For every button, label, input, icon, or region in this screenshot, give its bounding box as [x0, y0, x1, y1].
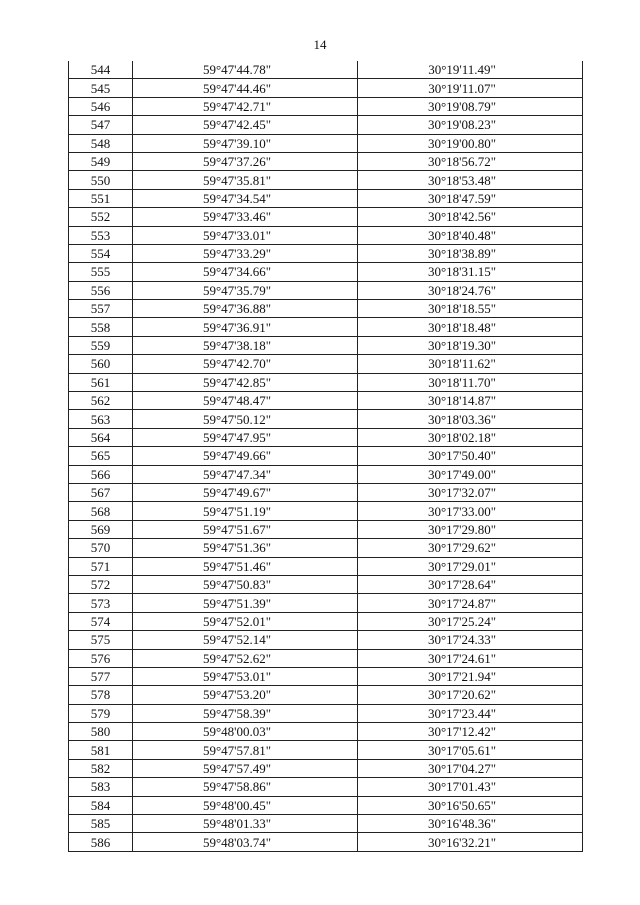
latitude-cell: 59°47'57.81": [133, 741, 358, 759]
point-number-cell: 570: [69, 539, 133, 557]
longitude-cell: 30°17'32.07": [358, 483, 583, 501]
point-number-cell: 576: [69, 649, 133, 667]
latitude-cell: 59°47'36.91": [133, 318, 358, 336]
coordinates-table-body: [69, 61, 583, 851]
longitude-cell: 30°18'18.48": [358, 318, 583, 336]
point-number-cell: 552: [69, 208, 133, 226]
longitude-cell: 30°18'53.48": [358, 171, 583, 189]
point-number-cell: 581: [69, 741, 133, 759]
latitude-cell: 59°47'33.01": [133, 226, 358, 244]
point-number-cell: 584: [69, 796, 133, 814]
table-row: [69, 741, 583, 759]
point-number-cell: 549: [69, 152, 133, 170]
point-number-cell: 577: [69, 667, 133, 685]
longitude-cell: 30°16'50.65": [358, 796, 583, 814]
longitude-cell: 30°17'50.40": [358, 447, 583, 465]
table-row: [69, 723, 583, 741]
longitude-cell: 30°18'19.30": [358, 336, 583, 354]
table-row: [69, 189, 583, 207]
latitude-cell: 59°47'58.86": [133, 778, 358, 796]
table-row: [69, 79, 583, 97]
latitude-cell: 59°47'44.78": [133, 61, 358, 79]
latitude-cell: 59°47'42.70": [133, 355, 358, 373]
point-number-cell: 547: [69, 116, 133, 134]
latitude-cell: 59°47'42.71": [133, 97, 358, 115]
table-row: [69, 392, 583, 410]
longitude-cell: 30°17'24.87": [358, 594, 583, 612]
latitude-cell: 59°47'35.81": [133, 171, 358, 189]
coordinates-table: [68, 61, 583, 852]
longitude-cell: 30°19'08.23": [358, 116, 583, 134]
latitude-cell: 59°47'33.29": [133, 244, 358, 262]
latitude-cell: 59°47'48.47": [133, 392, 358, 410]
table-row: [69, 263, 583, 281]
longitude-cell: 30°18'18.55": [358, 300, 583, 318]
table-row: [69, 281, 583, 299]
latitude-cell: 59°47'37.26": [133, 152, 358, 170]
latitude-cell: 59°47'47.95": [133, 428, 358, 446]
table-row: [69, 226, 583, 244]
longitude-cell: 30°17'25.24": [358, 612, 583, 630]
table-row: [69, 116, 583, 134]
table-row: [69, 97, 583, 115]
point-number-cell: 557: [69, 300, 133, 318]
table-row: [69, 815, 583, 833]
table-row: [69, 465, 583, 483]
latitude-cell: 59°47'49.66": [133, 447, 358, 465]
latitude-cell: 59°47'53.20": [133, 686, 358, 704]
point-number-cell: 578: [69, 686, 133, 704]
longitude-cell: 30°17'29.62": [358, 539, 583, 557]
point-number-cell: 561: [69, 373, 133, 391]
longitude-cell: 30°18'56.72": [358, 152, 583, 170]
point-number-cell: 544: [69, 61, 133, 79]
point-number-cell: 546: [69, 97, 133, 115]
latitude-cell: 59°47'34.66": [133, 263, 358, 281]
longitude-cell: 30°18'42.56": [358, 208, 583, 226]
latitude-cell: 59°47'33.46": [133, 208, 358, 226]
table-row: [69, 704, 583, 722]
latitude-cell: 59°48'03.74": [133, 833, 358, 851]
latitude-cell: 59°48'00.03": [133, 723, 358, 741]
longitude-cell: 30°17'01.43": [358, 778, 583, 796]
point-number-cell: 585: [69, 815, 133, 833]
longitude-cell: 30°17'28.64": [358, 575, 583, 593]
table-row: [69, 796, 583, 814]
point-number-cell: 575: [69, 631, 133, 649]
longitude-cell: 30°18'14.87": [358, 392, 583, 410]
latitude-cell: 59°47'51.19": [133, 502, 358, 520]
point-number-cell: 558: [69, 318, 133, 336]
latitude-cell: 59°47'39.10": [133, 134, 358, 152]
point-number-cell: 580: [69, 723, 133, 741]
table-row: [69, 336, 583, 354]
point-number-cell: 550: [69, 171, 133, 189]
table-row: [69, 502, 583, 520]
latitude-cell: 59°47'44.46": [133, 79, 358, 97]
table-row: [69, 244, 583, 262]
table-row: [69, 833, 583, 851]
point-number-cell: 574: [69, 612, 133, 630]
table-row: [69, 355, 583, 373]
longitude-cell: 30°18'47.59": [358, 189, 583, 207]
table-row: [69, 539, 583, 557]
point-number-cell: 569: [69, 520, 133, 538]
latitude-cell: 59°48'01.33": [133, 815, 358, 833]
latitude-cell: 59°47'57.49": [133, 759, 358, 777]
longitude-cell: 30°18'03.36": [358, 410, 583, 428]
table-row: [69, 612, 583, 630]
longitude-cell: 30°17'04.27": [358, 759, 583, 777]
latitude-cell: 59°47'52.62": [133, 649, 358, 667]
latitude-cell: 59°47'49.67": [133, 483, 358, 501]
point-number-cell: 582: [69, 759, 133, 777]
latitude-cell: 59°47'51.67": [133, 520, 358, 538]
point-number-cell: 579: [69, 704, 133, 722]
longitude-cell: 30°17'12.42": [358, 723, 583, 741]
table-row: [69, 667, 583, 685]
table-row: [69, 575, 583, 593]
longitude-cell: 30°17'05.61": [358, 741, 583, 759]
point-number-cell: 586: [69, 833, 133, 851]
table-row: [69, 483, 583, 501]
table-row: [69, 447, 583, 465]
longitude-cell: 30°19'08.79": [358, 97, 583, 115]
point-number-cell: 571: [69, 557, 133, 575]
latitude-cell: 59°47'36.88": [133, 300, 358, 318]
longitude-cell: 30°16'32.21": [358, 833, 583, 851]
latitude-cell: 59°47'52.14": [133, 631, 358, 649]
point-number-cell: 565: [69, 447, 133, 465]
point-number-cell: 568: [69, 502, 133, 520]
table-row: [69, 171, 583, 189]
longitude-cell: 30°18'24.76": [358, 281, 583, 299]
longitude-cell: 30°18'40.48": [358, 226, 583, 244]
latitude-cell: 59°47'51.46": [133, 557, 358, 575]
longitude-cell: 30°17'23.44": [358, 704, 583, 722]
table-row: [69, 594, 583, 612]
table-row: [69, 318, 583, 336]
point-number-cell: 548: [69, 134, 133, 152]
longitude-cell: 30°19'00.80": [358, 134, 583, 152]
point-number-cell: 563: [69, 410, 133, 428]
table-row: [69, 557, 583, 575]
longitude-cell: 30°18'11.70": [358, 373, 583, 391]
longitude-cell: 30°17'20.62": [358, 686, 583, 704]
latitude-cell: 59°47'42.85": [133, 373, 358, 391]
longitude-cell: 30°16'48.36": [358, 815, 583, 833]
latitude-cell: 59°47'42.45": [133, 116, 358, 134]
longitude-cell: 30°19'11.49": [358, 61, 583, 79]
longitude-cell: 30°18'38.89": [358, 244, 583, 262]
table-row: [69, 410, 583, 428]
longitude-cell: 30°17'29.01": [358, 557, 583, 575]
point-number-cell: 559: [69, 336, 133, 354]
table-row: [69, 759, 583, 777]
longitude-cell: 30°17'21.94": [358, 667, 583, 685]
longitude-cell: 30°19'11.07": [358, 79, 583, 97]
table-row: [69, 778, 583, 796]
point-number-cell: 553: [69, 226, 133, 244]
latitude-cell: 59°47'58.39": [133, 704, 358, 722]
table-row: [69, 520, 583, 538]
latitude-cell: 59°47'52.01": [133, 612, 358, 630]
table-row: [69, 300, 583, 318]
latitude-cell: 59°47'51.36": [133, 539, 358, 557]
table-row: [69, 373, 583, 391]
point-number-cell: 556: [69, 281, 133, 299]
longitude-cell: 30°18'02.18": [358, 428, 583, 446]
table-row: [69, 649, 583, 667]
point-number-cell: 566: [69, 465, 133, 483]
longitude-cell: 30°18'31.15": [358, 263, 583, 281]
point-number-cell: 567: [69, 483, 133, 501]
point-number-cell: 555: [69, 263, 133, 281]
page-number: 14: [313, 37, 327, 52]
longitude-cell: 30°18'11.62": [358, 355, 583, 373]
table-row: [69, 61, 583, 79]
point-number-cell: 560: [69, 355, 133, 373]
table-row: [69, 152, 583, 170]
latitude-cell: 59°47'34.54": [133, 189, 358, 207]
point-number-cell: 573: [69, 594, 133, 612]
point-number-cell: 564: [69, 428, 133, 446]
longitude-cell: 30°17'24.33": [358, 631, 583, 649]
table-row: [69, 134, 583, 152]
point-number-cell: 583: [69, 778, 133, 796]
point-number-cell: 545: [69, 79, 133, 97]
latitude-cell: 59°47'38.18": [133, 336, 358, 354]
longitude-cell: 30°17'33.00": [358, 502, 583, 520]
latitude-cell: 59°47'53.01": [133, 667, 358, 685]
latitude-cell: 59°47'47.34": [133, 465, 358, 483]
latitude-cell: 59°47'35.79": [133, 281, 358, 299]
latitude-cell: 59°48'00.45": [133, 796, 358, 814]
point-number-cell: 554: [69, 244, 133, 262]
point-number-cell: 551: [69, 189, 133, 207]
table-row: [69, 631, 583, 649]
table-row: [69, 686, 583, 704]
latitude-cell: 59°47'50.83": [133, 575, 358, 593]
point-number-cell: 562: [69, 392, 133, 410]
table-row: [69, 428, 583, 446]
longitude-cell: 30°17'29.80": [358, 520, 583, 538]
table-row: [69, 208, 583, 226]
longitude-cell: 30°17'24.61": [358, 649, 583, 667]
longitude-cell: 30°17'49.00": [358, 465, 583, 483]
latitude-cell: 59°47'50.12": [133, 410, 358, 428]
point-number-cell: 572: [69, 575, 133, 593]
latitude-cell: 59°47'51.39": [133, 594, 358, 612]
